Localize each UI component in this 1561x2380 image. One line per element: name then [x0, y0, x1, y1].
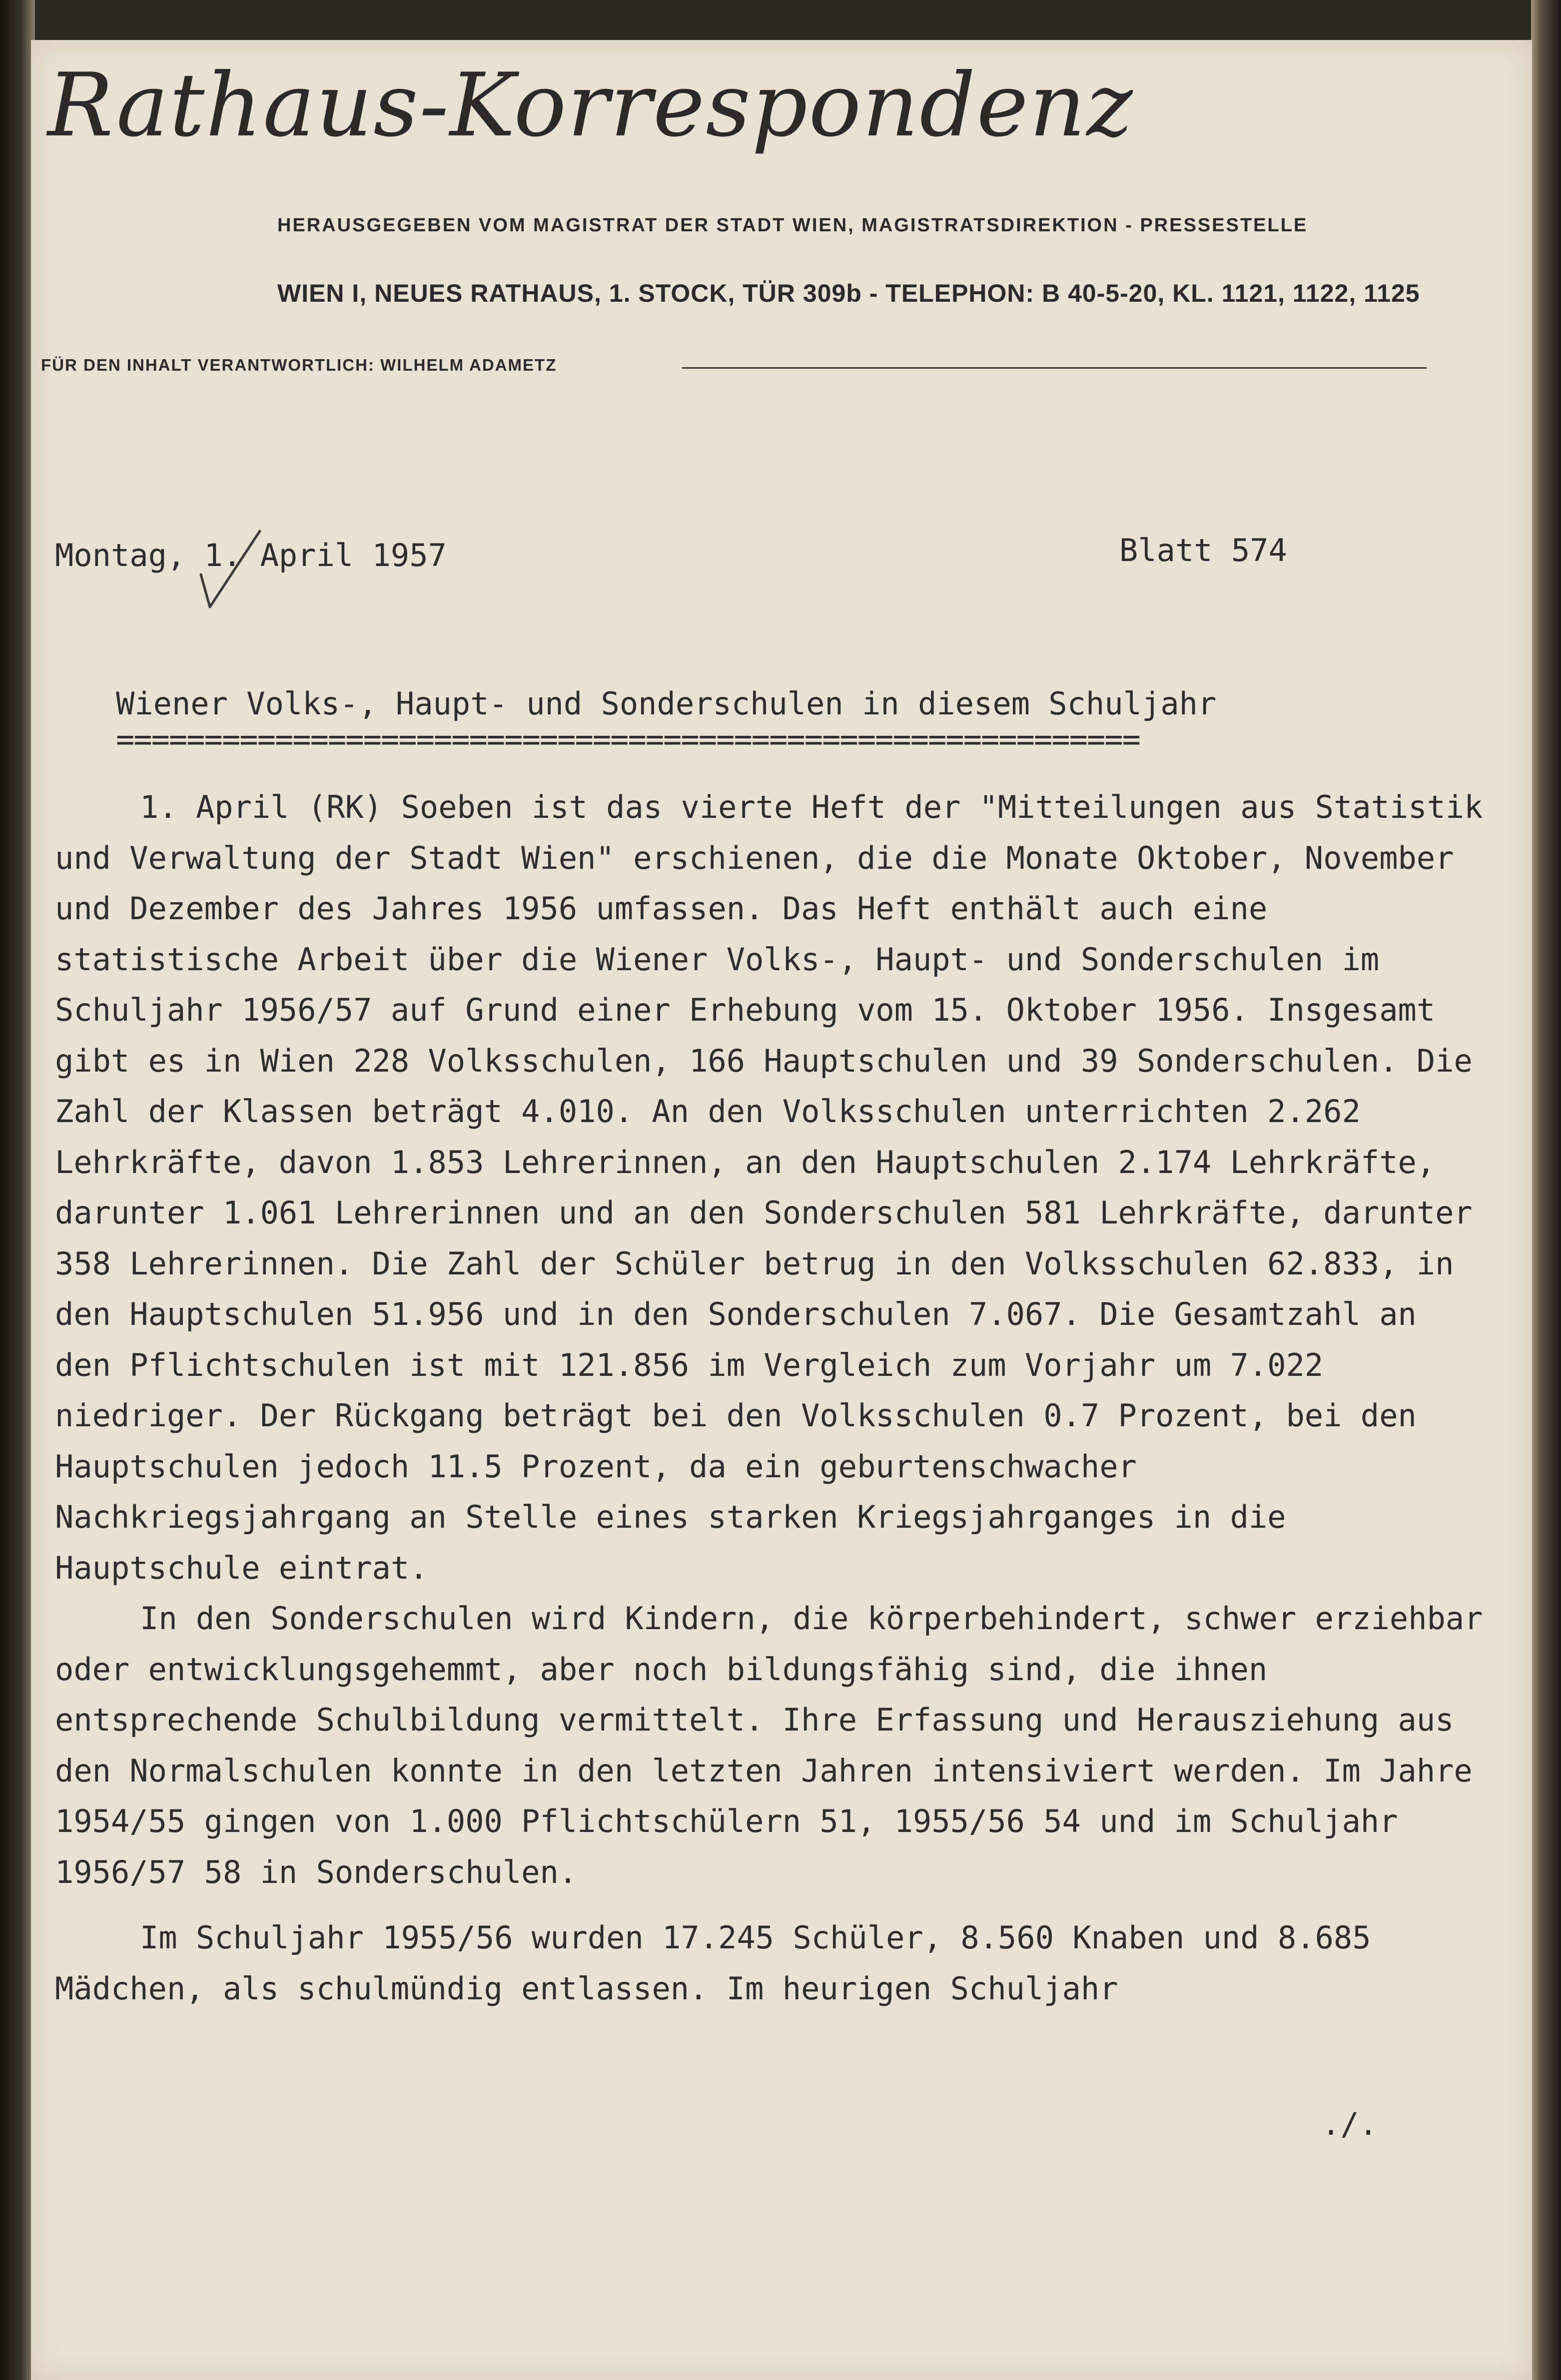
article-title: Wiener Volks-, Haupt- und Sonderschulen in diesem Schuljahr [116, 685, 1217, 722]
publisher-line: HERAUSGEGEBEN VOM MAGISTRAT DER STADT WIEN, MAGISTRATSDIREKTION - PRESSESTELLE [277, 215, 1308, 236]
address-line: WIEN I, NEUES RATHAUS, 1. STOCK, TÜR 309b - TELEPHON: B 40-5-20, KL. 1121, 1122, 1125 [277, 279, 1420, 307]
article-body [55, 782, 1489, 2014]
handwritten-check-mark [190, 527, 265, 612]
responsible-line: FÜR DEN INHALT VERANTWORTLICH: WILHELM ADAMETZ [41, 356, 557, 374]
masthead-title: Rathaus-Korrespondenz [47, 55, 1134, 156]
document-date: Montag, 1. April 1957 [55, 537, 447, 574]
paragraph-3: Im Schuljahr 1955/56 wurden 17.245 Schüler, 8.560 Knaben und 8.685 Mädchen, als schulmündig entlassen. Im heurigen Schuljahr [55, 1919, 1371, 2007]
scan-edge-right [1531, 0, 1561, 2380]
scan-edge-left [0, 0, 35, 2380]
paragraph-2: In den Sonderschulen wird Kindern, die körperbehindert, schwer erziehbar oder entwicklungsgehemmt, aber noch bildungsfähig sind, die ihnen entsprechende Schulbildung vermittelt. Ihre Erfassung und Herausziehung aus den Normalschulen konnte in den letzten Jahren intensiviert werden. Im Jahre 1954/55 gingen von 1.000 Pflichtschülern 51, 1955/56 54 und im Schuljahr 1956/57 58 in Sonderschulen. [55, 1600, 1483, 1890]
paragraph-1: 1. April (RK) Soeben ist das vierte Heft der "Mitteilungen aus Statistik und Verwaltung der Stadt Wien" erschienen, die die Monate Oktober, November und Dezember des Jahres 1956 umfassen. Das Heft enthält auch eine statistische Arbeit über die Wiener Volks-, Haupt- und Sonderschulen im Schuljahr 1956/57 auf Grund einer Erhebung vom 15. Oktober 1956. Insgesamt gibt es in Wien 228 Volksschulen, 166 Hauptschulen und 39 Sonderschulen. Die Zahl der Klassen beträgt 4.010. An den Volksschulen unterrichten 2.262 Lehrkräfte, davon 1.853 Lehrerinnen, an den Hauptschulen 2.174 Lehrkräfte, darunter 1.061 Lehrerinnen und an den Sonderschulen 581 Lehrkräfte, darunter 358 Lehrerinnen. Die Zahl der Schüler betrug in den Volksschulen 62.833, in den Hauptschulen 51.956 und in den Sonderschulen 7.067. Die Gesamtzahl an den Pflichtschulen ist mit 121.856 im Vergleich zum Vorjahr um 7.022 niedriger. Der Rückgang beträgt bei den Volksschulen 0.7 Prozent, bei den Hauptschulen jedoch 11.5 Prozent, da ein geburtenschwacher Nachkriegsjahrgang an Stelle eines starken Kriegsjahrganges in die Hauptschule eintrat. [55, 789, 1483, 1586]
continuation-mark: ./. [1322, 2106, 1378, 2142]
sheet-number: Blatt 574 [1119, 532, 1287, 569]
article-title-underline: ========================================================== [116, 721, 1140, 757]
header-rule [682, 367, 1427, 369]
